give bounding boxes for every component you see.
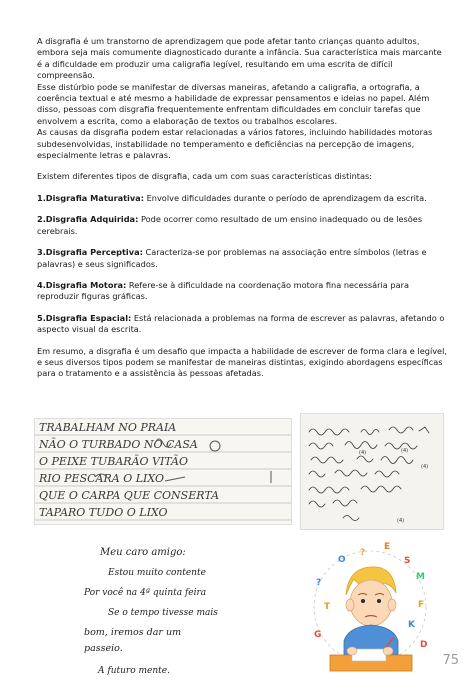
hw-left-line: TAPARO TUDO O LIXO	[39, 506, 168, 519]
intro-paragraph-3: As causas da disgrafia podem estar relacionadas a vários fatores, incluindo habilidades motoras subdesenvolvidas, instabilidade no temperamento e deficiências na percepção de imagens, especialmente letras e palavras.	[37, 127, 433, 161]
type-desc: Está relacionada a problemas na forma de escrever as palavras, afetando o aspecto visual da escrita.	[37, 312, 445, 335]
letter-line: Estou muito contente	[108, 568, 206, 578]
confused-child-icon	[300, 537, 440, 677]
hw-left-line: TRABALHAM NO PRAIA	[39, 421, 177, 434]
svg-text:T: T	[324, 602, 331, 612]
type-title: 4.Disgrafia Motora:	[37, 279, 127, 290]
types-intro: Existem diferentes tipos de disgrafia, cada um com suas características distintas:	[37, 171, 373, 182]
handwriting-sample-messy	[300, 413, 444, 530]
handwriting-sample-lined	[34, 418, 292, 525]
hw-left-line: O PEIXE TUBARÃO VITÃO	[39, 455, 189, 468]
summary-paragraph: Em resumo, a disgrafia é um desafio que impacta a habilidade de escrever de forma clara e legível, e seus diversos tipos podem se manifestar de maneiras distintas, exigindo abordagens específicas para o tratamento e a assistência às pessoas afetadas.	[37, 345, 447, 379]
hw-left-line: RIO PESCARA O LIXO	[39, 472, 165, 485]
svg-text:F: F	[418, 600, 425, 610]
letter-image	[78, 541, 233, 678]
type-item-3	[37, 247, 447, 270]
svg-text:(4): (4)	[401, 448, 409, 454]
svg-text:?: ?	[360, 548, 366, 558]
svg-text:(4): (4)	[397, 518, 405, 524]
type-desc: Refere-se à dificuldade na coordenação motora fina necessária para reproduzir figuras gráficas.	[37, 279, 409, 302]
letter-line: A futuro mente.	[98, 666, 170, 676]
handwritten-letter	[78, 541, 233, 678]
svg-text:M: M	[416, 572, 425, 582]
type-desc: Caracteriza-se por problemas na associação entre símbolos (letras e palavras) e seus significados.	[37, 247, 427, 269]
type-item-4	[37, 280, 447, 303]
svg-text:(4): (4)	[421, 464, 429, 470]
svg-text:(4): (4)	[359, 450, 367, 456]
intro-paragraph-1: A disgrafia é um transtorno de aprendizagem que pode afetar tanto crianças quanto adultos, embora seja mais comumente diagnosticado durante a infância. Sua característica mais marcante é a dificuldade em produzir uma caligrafia legível, resultando em uma escrita de difícil compreensão.	[37, 36, 442, 81]
type-title: 1.Disgrafia Maturativa:	[37, 192, 144, 203]
type-item-2	[37, 214, 447, 237]
letter-line: bom, iremos dar um	[84, 627, 182, 638]
type-desc: Pode ocorrer como resultado de um ensino inadequado ou de lesões cerebrais.	[37, 214, 423, 236]
letter-line: Por você na 4ª quinta feira	[84, 588, 207, 598]
type-item-1	[37, 193, 447, 204]
letter-line: passeio.	[84, 643, 123, 654]
hw-left-line: NÃO O TURBADO NO CASA	[39, 438, 198, 451]
svg-text:S: S	[404, 556, 411, 566]
messy-writing-image	[301, 414, 443, 529]
letter-line: Meu caro amigo:	[100, 547, 186, 558]
type-item-5	[37, 313, 447, 336]
hw-left-line: QUE O CARPA QUE CONSERTA	[39, 489, 220, 502]
type-desc: Envolve dificuldades durante o período de aprendizagem da escrita.	[144, 192, 427, 203]
svg-text:O: O	[338, 555, 346, 565]
svg-text:?: ?	[316, 578, 322, 588]
svg-text:G: G	[314, 630, 322, 640]
main-text	[37, 36, 447, 380]
child-illustration	[300, 537, 440, 677]
svg-text:D: D	[420, 640, 428, 650]
type-title: 2.Disgrafia Adquirida:	[37, 214, 139, 225]
lined-paper-image	[35, 419, 291, 524]
intro-paragraph-2: Esse distúrbio pode se manifestar de diversas maneiras, afetando a caligrafia, a ortografia, a coerência textual e até mesmo a habilidade de expressar pensamentos e ideias no papel. Além disso, pessoas com disgrafia frequentemente enfrentam dificuldades em concluir tarefas que envolvem a escrita, como a elaboração de textos ou trabalhos escolares.	[37, 81, 430, 126]
svg-text:E: E	[384, 542, 391, 552]
type-title: 3.Disgrafia Perceptiva:	[37, 247, 143, 258]
page-number: 75	[442, 653, 459, 668]
letter-line: Se o tempo tivesse mais	[108, 608, 218, 618]
type-title: 5.Disgrafia Espacial:	[37, 312, 132, 323]
svg-text:K: K	[408, 620, 415, 630]
